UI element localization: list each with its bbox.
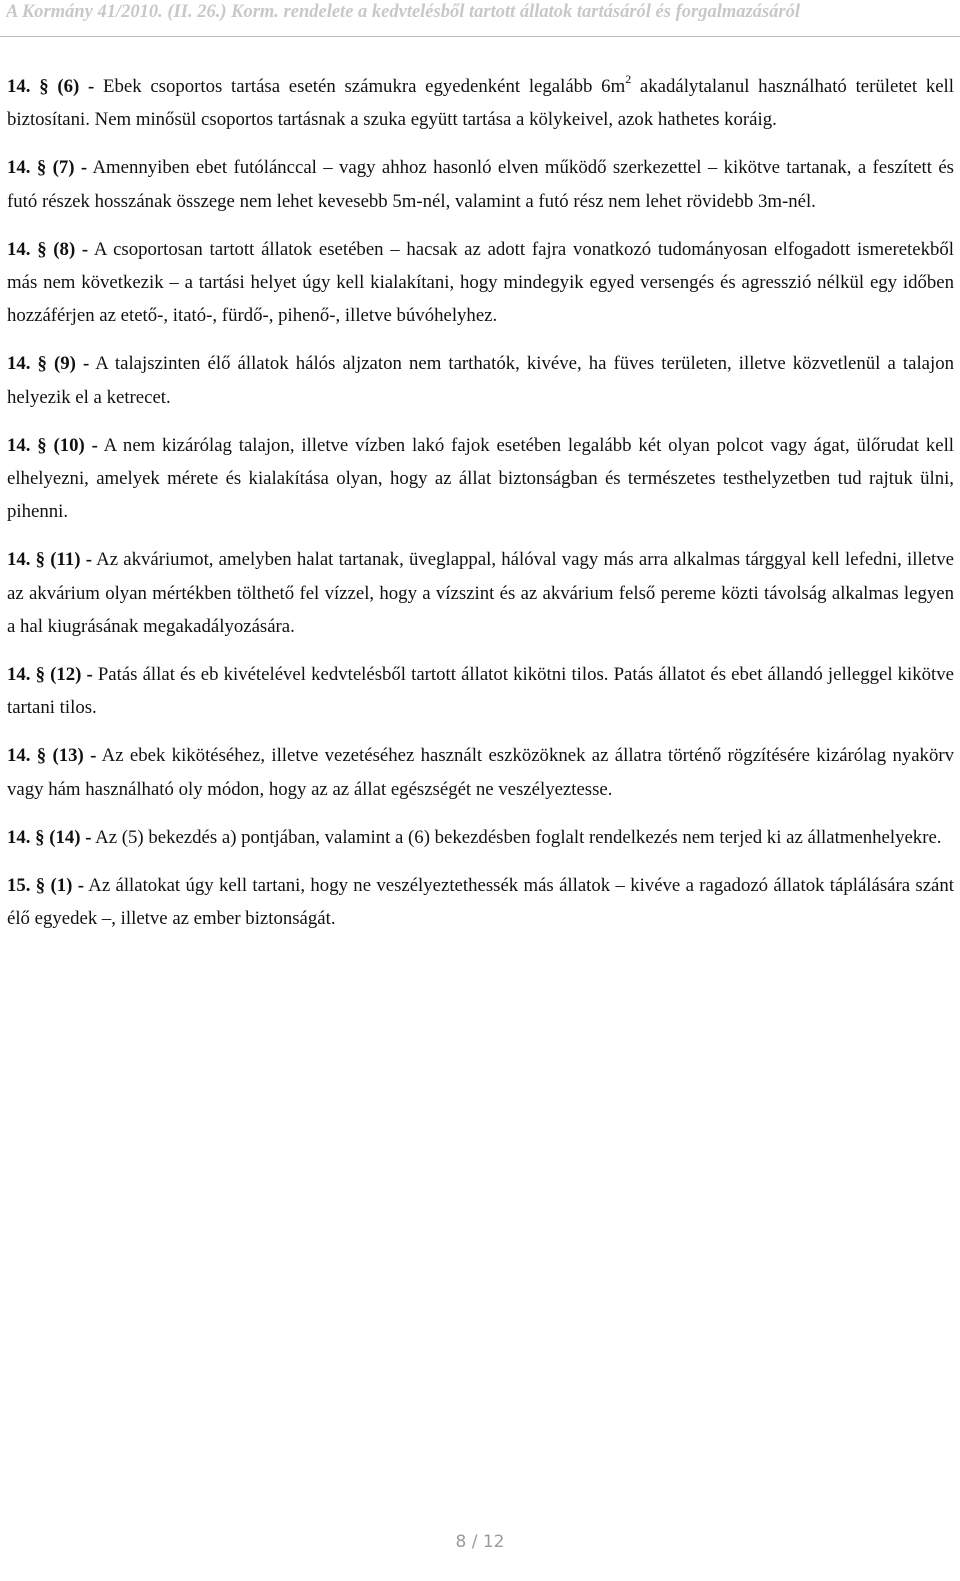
section-reference: 14. § (8) -: [7, 238, 89, 260]
paragraph-text: A nem kizárólag talajon, illetve vízben lakó fajok esetében legalább két olyan polcot vagy ágat, ülőrudat kell elhelyezni, amelyek mérete és kialakítása olyan, hogy az állat biztonságban és természetes testhelyzetben tud rajtuk ülni, pihenni.: [7, 434, 955, 523]
paragraph-text: Az ebek kikötéséhez, illetve vezetéséhez használt eszközöknek az állatra történő rögzítésére kizárólag nyakörv vagy hám használható oly módon, hogy az az állat egészségét ne veszélyeztesse.: [7, 745, 954, 800]
paragraph-14-9: [7, 347, 954, 413]
paragraph-text: A csoportosan tartott állatok esetében – hacsak az adott fajra vonatkozó tudományosan elfogadott ismeretekből más nem következik – a tartási helyet úgy kell kialakítani, hogy mindegyik egyed versengés és agresszió nélkül egy időben hozzáférjen az etető-, itató-, fürdő-, pihenő-, illetve búvóhelyhez.: [7, 238, 955, 327]
section-reference: 14. § (9) -: [7, 353, 90, 375]
paragraph-text: Az akváriumot, amelyben halat tartanak, üveglappal, hálóval vagy más arra alkalmas tárggyal kell lefedni, illetve az akvárium olyan mértékben tölthető fel vízzel, hogy a vízszint és az akvárium felső pereme közti távolság alkalmas legyen a hal kiugrásának megakadályozására.: [7, 549, 954, 637]
document-body: [7, 70, 954, 950]
section-reference: 14. § (6) -: [7, 76, 95, 97]
paragraph-text: Patás állat és eb kivételével kedvtelésből tartott állatot kikötni tilos. Patás állatot és ebet állandó jelleggel kikötve tartani tilos.: [7, 664, 955, 719]
paragraph-14-14: [7, 821, 954, 854]
section-reference: 14. § (14) -: [7, 826, 92, 848]
superscript: 2: [625, 71, 632, 86]
page-header: [0, 0, 960, 37]
section-reference: 14. § (10) -: [7, 434, 98, 456]
paragraph-14-13: [7, 739, 954, 805]
section-reference: 14. § (12) -: [7, 664, 93, 686]
paragraph-14-8: [7, 233, 954, 333]
paragraph-14-10: [7, 429, 954, 529]
paragraph-14-11: [7, 543, 954, 643]
paragraph-text: Az állatokat úgy kell tartani, hogy ne veszélyeztethessék más állatok – kivéve a ragadozó állatok táplálására szánt élő egyedek –, illetve az ember biztonságát.: [7, 875, 954, 930]
paragraph-15-1: [7, 869, 954, 935]
paragraph-text: A talajszinten élő állatok hálós aljzaton nem tarthatók, kivéve, ha füves területen, illetve közvetlenül a talajon helyezik el a ketrecet.: [7, 353, 954, 408]
section-reference: 14. § (13) -: [7, 745, 97, 767]
section-reference: 14. § (11) -: [7, 549, 92, 571]
section-reference: 14. § (7) -: [7, 157, 88, 179]
paragraph-14-7: [7, 151, 954, 217]
paragraph-text: Amennyiben ebet futólánccal – vagy ahhoz hasonló elven működő szerkezettel – kikötve tartanak, a feszített és futó részek hosszának összege nem lehet kevesebb 5m-nél, valamint a futó rész nem lehet rövidebb 3m-nél.: [7, 157, 954, 212]
paragraph-text: akadálytalanul használható területet kell biztosítani. Nem minősül csoportos tartásnak a szuka együtt tartása a kölykeivel, azok hathetes koráig.: [7, 76, 954, 131]
paragraph-14-12: [7, 658, 954, 724]
section-reference: 15. § (1) -: [7, 875, 84, 897]
paragraph-text: Ebek csoportos tartása esetén számukra egyedenként legalább 6m: [94, 76, 626, 97]
document-title: A Kormány 41/2010. (II. 26.) Korm. rendelete a kedvtelésből tartott állatok tartásáról és forgalmazásáról: [6, 2, 800, 22]
page-number: 8 / 12: [455, 1532, 505, 1552]
paragraph-14-6: [7, 70, 954, 136]
paragraph-text: Az (5) bekezdés a) pontjában, valamint a (6) bekezdésben foglalt rendelkezés nem terjed ki az állatmenhelyekre.: [91, 826, 942, 848]
